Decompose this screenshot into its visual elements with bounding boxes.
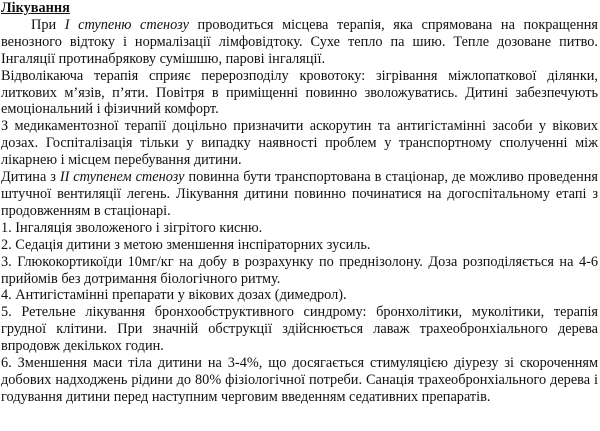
paragraph-stage-1-lead: При — [31, 16, 65, 33]
list-item-6: 6. Зменшення маси тіла дитини на 3-4%, що досягається стимуляцією діурезу зі скороченням добових надходжень рідини до 80% фізіологічної потреби. Санація трахеобронхіального дерева і годування дитини перед наступним черговим введенням седативних препаратів. — [1, 355, 598, 405]
list-item-2: 2. Седація дитини з метою зменшення інспіраторних зусиль. — [1, 236, 371, 253]
section-heading: Лікування — [1, 0, 70, 16]
stage-1-term: І ступеню стенозу — [64, 16, 189, 33]
list-item-5: 5. Ретельне лікування бронхообструктивного синдрому: бронхолітики, муколітики, терапія грудної клітини. При значній обструкції здійснюється лаваж трахеобронхіального дерева впродовж декількох годин. — [1, 304, 598, 355]
list-item-3: 3. Глюкокортикоїди 10мг/кг на добу в розрахунку по преднізолону. Доза розподіляється на 4-6 прийомів без дотримання біологічного ритму. — [1, 253, 598, 287]
paragraph-medication: З медикаментозної терапії доцільно призначити аскорутин та антигістамінні засоби у вікових дозах. Госпіталізація тільки у випадку наявності проблем у транспортному сполученні між лікарнею і місцем перебування дитини. — [1, 118, 598, 169]
paragraph-stage-2-lead: Дитина з — [1, 169, 60, 186]
paragraph-stage-2-body: повинна бути транспортована в стаціонар, де можливо проведення штучної вентиляції легень. Лікування дитини повинно починатися на догоспітальному етапі з продовженням в стаціонарі. — [1, 169, 598, 219]
list-item-1: 1. Інгаляція зволоженого і зігрітого кисню. — [1, 219, 263, 236]
paragraph-distraction-therapy: Відволікаюча терапія сприяє перерозподілу кровотоку: зігрівання міжлопаткової ділянки, литкових м’язів, п’яти. Повітря в приміщенні повинно зволожуватись. Дитині забезпечують емоціональний і фізичний комфорт. — [1, 67, 598, 118]
paragraph-stage-2 — [1, 169, 598, 220]
paragraph-stage-1 — [1, 17, 598, 68]
stage-2-term: ІІ ступенем стенозу — [59, 169, 185, 186]
paragraph-stage-1-body: проводиться місцева терапія, яка спрямована на покращення венозного відтоку і нормалізації лімфовідтоку. Сухе тепло па шию. Тепле дозоване питво. Інгаляції протинабрякову сумішшю, парові інгаляції. — [1, 16, 599, 67]
list-item-4: 4. Антигістамінні препарати у вікових дозах (димедрол). — [1, 287, 347, 304]
